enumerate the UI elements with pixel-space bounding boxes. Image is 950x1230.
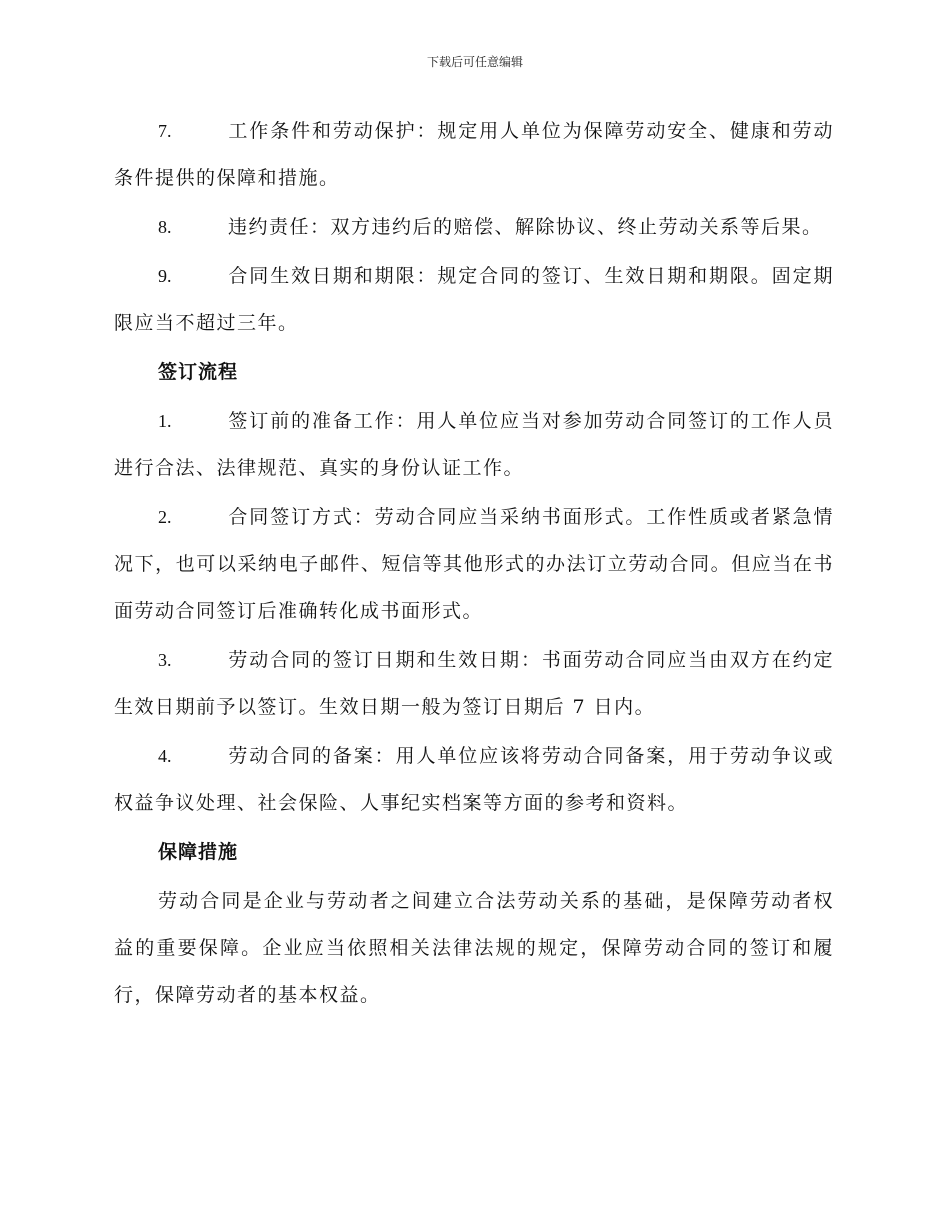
section-heading-protection: 保障措施 [158, 841, 239, 863]
section-heading-signing: 签订流程 [158, 361, 239, 383]
list-number: 2. [158, 507, 172, 527]
list-item-8 [114, 204, 834, 251]
list-item-9 [114, 253, 834, 347]
list-item-1 [114, 398, 834, 492]
list-item-text: 合同生效日期和期限：规定合同的签订、生效日期和期限。固定期限应当不超过三年。 [114, 265, 834, 334]
list-number: 9. [158, 266, 172, 286]
list-item-text: 工作条件和劳动保护：规定用人单位为保障劳动安全、健康和劳动条件提供的保障和措施。 [114, 120, 834, 189]
list-number: 7. [158, 121, 172, 141]
list-item-2 [114, 494, 834, 635]
list-number: 1. [158, 411, 172, 431]
document-body [114, 108, 834, 1019]
list-item-text: 签订前的准备工作：用人单位应当对参加劳动合同签订的工作人员进行合法、法律规范、真实的身份认证工作。 [114, 410, 834, 479]
list-number: 8. [158, 217, 172, 237]
list-item-text: 劳动合同的备案：用人单位应该将劳动合同备案，用于劳动争议或权益争议处理、社会保险、人事纪实档案等方面的参考和资料。 [114, 745, 834, 814]
list-number: 3. [158, 650, 172, 670]
list-item-text: 劳动合同的签订日期和生效日期：书面劳动合同应当由双方在约定生效日期前予以签订。生效日期一般为签订日期后 7 日内。 [114, 649, 834, 718]
list-number: 4. [158, 746, 172, 766]
list-item-text: 违约责任：双方违约后的赔偿、解除协议、终止劳动关系等后果。 [228, 216, 823, 238]
body-paragraph: 劳动合同是企业与劳动者之间建立合法劳动关系的基础，是保障劳动者权益的重要保障。企业应当依照相关法律法规的规定，保障劳动合同的签订和履行，保障劳动者的基本权益。 [114, 890, 834, 1006]
list-item-4 [114, 733, 834, 827]
list-item-3 [114, 637, 834, 731]
page-header: 下载后可任意编辑 [426, 55, 523, 69]
list-item-7 [114, 108, 834, 202]
list-item-text: 合同签订方式：劳动合同应当采纳书面形式。工作性质或者紧急情况下，也可以采纳电子邮件、短信等其他形式的办法订立劳动合同。但应当在书面劳动合同签订后准确转化成书面形式。 [114, 506, 834, 622]
